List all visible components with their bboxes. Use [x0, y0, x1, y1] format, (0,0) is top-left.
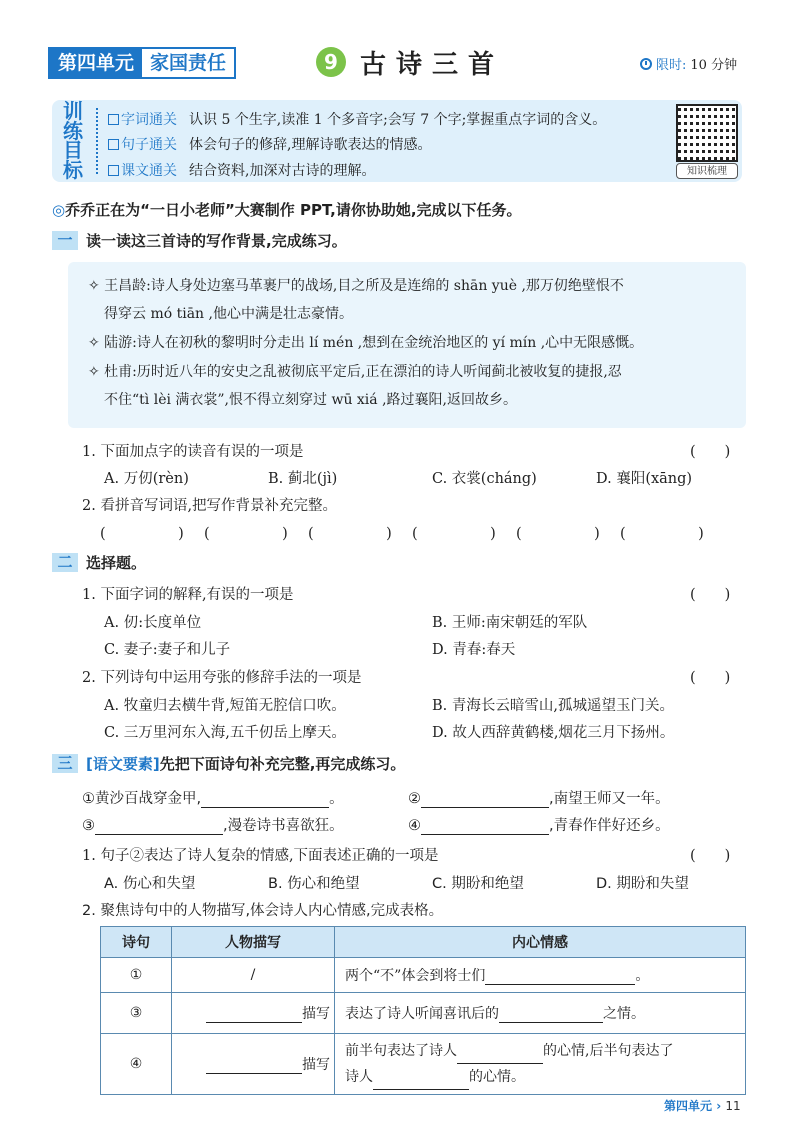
feel-cell — [335, 958, 746, 993]
option[interactable]: B. 蓟北(jì) — [268, 471, 338, 487]
background-line: ✧ 杜甫:历时近八年的安史之乱被彻底平定后,正在漂泊的诗人听闻蓟北被收复的捷报,忍 — [88, 364, 622, 380]
background-line: ✧ 王昌龄:诗人身处边塞马革裹尸的战场,目之所及是连绵的 shān yuè ,那万仞绝壁恨不 — [88, 278, 624, 294]
unit-label: 第四单元 — [50, 49, 142, 77]
option[interactable]: D. 襄阳(xāng) — [596, 471, 693, 487]
option[interactable]: A. 伤心和失望 — [104, 876, 196, 892]
unit-theme: 家国责任 — [142, 49, 234, 77]
checkbox-icon[interactable] — [108, 165, 119, 176]
option[interactable]: D. 期盼和失望 — [596, 876, 689, 892]
section-title: 读一读这三首诗的写作背景,完成练习。 — [86, 232, 347, 250]
option[interactable]: D. 故人西辞黄鹤楼,烟花三月下扬州。 — [432, 725, 675, 741]
option[interactable]: C. 三万里河东入海,五千仞岳上摩天。 — [104, 725, 346, 741]
answer-paren[interactable]: ( ) — [690, 848, 731, 864]
poem-text: ② — [408, 791, 421, 807]
option[interactable]: C. 期盼和绝望 — [432, 876, 524, 892]
option[interactable]: A. 仞:长度单位 — [104, 615, 202, 631]
option[interactable]: C. 妻子:妻子和儿子 — [104, 642, 231, 658]
fill-blank[interactable] — [499, 1007, 603, 1023]
answer-paren[interactable]: ( ) — [690, 670, 731, 686]
lesson-number: 9 — [316, 47, 346, 77]
goal-name: 字词通关 — [121, 112, 177, 128]
intro-mark: ◎ — [52, 201, 66, 219]
poem-cell: ① — [101, 958, 172, 993]
fill-blank[interactable] — [206, 1058, 302, 1074]
goals-label: 训练目标 — [63, 99, 83, 182]
option[interactable]: B. 青海长云暗雪山,孤城遥望玉门关。 — [432, 698, 674, 714]
section-tag: [语文要素] — [86, 755, 160, 773]
desc-cell: / — [172, 958, 335, 993]
checkbox-icon[interactable] — [108, 114, 119, 125]
poem-text: ④ — [408, 818, 421, 834]
feel-cell — [335, 993, 746, 1034]
checkbox-icon[interactable] — [108, 139, 119, 150]
table-header: 人物描写 — [172, 927, 335, 958]
question-text: 2. 聚焦诗句中的人物描写,体会诗人内心情感,完成表格。 — [82, 903, 444, 919]
fill-blank[interactable] — [95, 819, 223, 835]
background-line: 得穿云 mó tiān ,他心中满是壮志豪情。 — [104, 306, 353, 322]
question-text: 1. 下面字词的解释,有误的一项是 — [82, 587, 294, 603]
poem-line — [408, 787, 670, 808]
option[interactable]: B. 伤心和绝望 — [268, 876, 360, 892]
poem-text: 。 — [329, 791, 344, 807]
page-number: 11 — [725, 1099, 741, 1113]
footer-unit: 第四单元 — [664, 1099, 713, 1113]
goal-row — [108, 109, 606, 129]
desc-text: 描写 — [302, 1057, 330, 1073]
answer-paren[interactable]: ( ) — [100, 526, 184, 542]
feel-text: 之情。 — [603, 1006, 645, 1022]
answer-paren[interactable]: ( ) — [516, 526, 600, 542]
answer-paren[interactable]: ( ) — [308, 526, 392, 542]
section-number: 一 — [52, 231, 78, 250]
goal-name: 课文通关 — [121, 163, 177, 179]
feel-text: 。 — [635, 968, 650, 984]
question-text: 1. 句子②表达了诗人复杂的情感,下面表述正确的一项是 — [82, 848, 439, 864]
table-header: 诗句 — [101, 927, 172, 958]
poem-cell: ③ — [101, 993, 172, 1034]
section-number: 三 — [52, 754, 78, 773]
section-title: 选择题。 — [86, 554, 147, 572]
question-text: 1. 下面加点字的读音有误的一项是 — [82, 444, 304, 460]
goal-text: 体会句子的修辞,理解诗歌表达的情感。 — [189, 137, 432, 153]
lesson-title: 古诗三首 — [360, 50, 505, 80]
table-row — [101, 958, 746, 993]
answer-paren[interactable]: ( ) — [412, 526, 496, 542]
fill-blank[interactable] — [457, 1048, 543, 1064]
goal-row — [108, 160, 375, 180]
option[interactable]: A. 万仞(rèn) — [104, 471, 189, 487]
poem-text: ,青春作伴好还乡。 — [549, 818, 670, 834]
poem-text: ③ — [82, 818, 95, 834]
emotion-table — [100, 926, 746, 1095]
poem-line — [82, 787, 344, 808]
question-text: 2. 下列诗句中运用夸张的修辞手法的一项是 — [82, 670, 362, 686]
feel-text: 表达了诗人听闻喜讯后的 — [345, 1006, 499, 1022]
poem-text: ,漫卷诗书喜欲狂。 — [223, 818, 344, 834]
answer-paren[interactable]: ( ) — [204, 526, 288, 542]
fill-blank[interactable] — [206, 1007, 302, 1023]
question-text: 2. 看拼音写词语,把写作背景补充完整。 — [82, 498, 338, 514]
goal-row — [108, 134, 431, 154]
goal-text: 结合资料,加深对古诗的理解。 — [189, 163, 376, 179]
answer-paren[interactable]: ( ) — [620, 526, 704, 542]
section-title-text: 先把下面诗句补充完整,再完成练习。 — [159, 755, 406, 773]
poem-text: ①黄沙百战穿金甲, — [82, 791, 202, 807]
feel-text: 的心情。 — [469, 1069, 525, 1085]
qr-caption: 知识梳理 — [676, 163, 738, 179]
desc-cell — [172, 993, 335, 1034]
time-limit — [640, 54, 737, 73]
intro-text: 乔乔正在为“一日小老师”大赛制作 PPT,请你协助她,完成以下任务。 — [65, 201, 522, 219]
section-number: 二 — [52, 553, 78, 572]
option[interactable]: A. 牧童归去横牛背,短笛无腔信口吹。 — [104, 698, 346, 714]
background-line: 不住“tì lèi 满衣裳”,恨不得立刻穿过 wū xiá ,路过襄阳,返回故乡。 — [104, 392, 517, 408]
poem-line — [408, 814, 670, 835]
answer-paren[interactable]: ( ) — [690, 444, 731, 460]
option[interactable]: D. 青春:春天 — [432, 642, 516, 658]
table-row — [101, 1034, 746, 1095]
fill-blank[interactable] — [201, 792, 329, 808]
feel-text: 前半句表达了诗人 — [345, 1043, 457, 1059]
desc-text: 描写 — [302, 1006, 330, 1022]
table-header: 内心情感 — [335, 927, 746, 958]
feel-text: 的心情,后半句表达了 — [543, 1043, 674, 1059]
poem-line — [82, 814, 344, 835]
table-row — [101, 993, 746, 1034]
feel-cell — [335, 1034, 746, 1095]
time-limit-label: 限时: — [656, 58, 687, 73]
fill-blank[interactable] — [373, 1074, 469, 1090]
clock-icon — [640, 58, 652, 70]
feel-text: 两个“不”体会到将士们 — [345, 968, 486, 984]
poem-cell: ④ — [101, 1034, 172, 1095]
option[interactable]: C. 衣裳(cháng) — [432, 471, 537, 487]
fill-blank[interactable] — [421, 819, 549, 835]
fill-blank[interactable] — [421, 792, 549, 808]
intro-line — [52, 199, 522, 220]
poem-text: ,南望王师又一年。 — [549, 791, 670, 807]
goals-divider — [96, 108, 98, 174]
footer-arrow: › — [716, 1099, 722, 1113]
desc-cell — [172, 1034, 335, 1095]
background-line: ✧ 陆游:诗人在初秋的黎明时分走出 lí mén ,想到在金统治地区的 yí mín ,心中无限感慨。 — [88, 335, 644, 351]
page-footer — [664, 1097, 741, 1114]
time-limit-value: 10 分钟 — [690, 58, 738, 73]
fill-blank[interactable] — [485, 969, 635, 985]
answer-paren[interactable]: ( ) — [690, 587, 731, 603]
section-title — [86, 753, 405, 774]
goal-name: 句子通关 — [121, 137, 177, 153]
option[interactable]: B. 王师:南宋朝廷的军队 — [432, 615, 588, 631]
unit-tag — [48, 47, 236, 79]
qr-code-icon[interactable] — [676, 104, 738, 162]
goal-text: 认识 5 个生字,读准 1 个多音字;会写 7 个字;掌握重点字词的含义。 — [189, 112, 607, 128]
feel-text: 诗人 — [345, 1069, 373, 1085]
